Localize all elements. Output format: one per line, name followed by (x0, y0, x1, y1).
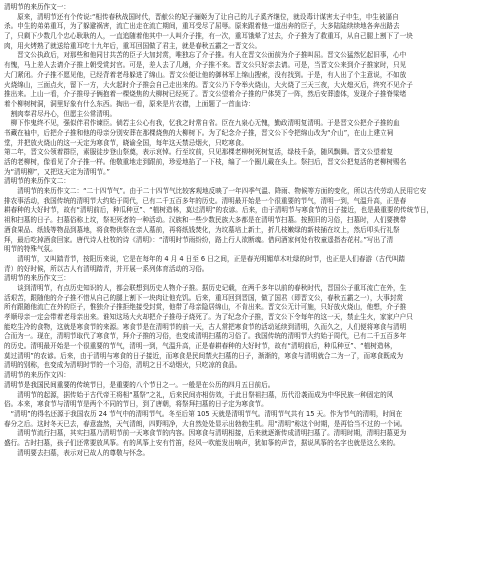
text-line: 青）的好时候，所以古人有清明踏青，并开展一系列体育活动的习俗。 (4, 264, 209, 273)
text-line: 清明节的来历作文四： (4, 371, 70, 380)
text-line: 肉，用火烤熟了就送给重耳吃十九年后，重耳回国做了君主，就是春秋五霸之一晋文公。 (4, 41, 262, 50)
text-line: 活艰苦，跟随他的介子推不惜从自己的腿上割下一块肉让他充饥。后来，重耳回到晋国，做了国君（即晋文公，春秋五霸之一），大事封赏 (4, 293, 403, 302)
text-line: 能吃生冷的食物，这就是寒食节的来源。寒食节是在清明节的前一天，古人常把寒食节的活动延续到清明，久而久之，人们便将寒食与清明 (4, 322, 407, 331)
text-line: 火烧绵山，三面点火，留下一方，大火起时介子推会自己走出来的。晋文公乃下令举火烧山，大火烧了三天三夜，大火熄灭后，终究不见介子 (4, 80, 413, 89)
text-line: 原来，清明节还有个传说:“相传春秋战国时代，晋献公的妃子骊姬为了让自己的儿子奚齐继位，就设毒计谋害太子申生，申生被逼自 (4, 12, 399, 21)
text-line: 柳下作鬼终不见，强似伴君作谏臣。倘若主公心有我，忆我之时常自省。臣在九泉心无愧，勤政清明复清明。于是晋文公把介子推的血 (4, 119, 400, 128)
text-line: 清明节的来历作文二：“二十四节气”。由于二十四节气比较客观地反映了一年四季气温、降雨、物候等方面的变化，所以古代劳动人民用它安 (4, 187, 427, 196)
text-line: 晋文公执政后，对那些和他同甘共苦的臣子大加封赏，唯独忘了介子推。有人在晋文公面前为介子推叫屈。晋文公猛然忆起旧事，心中 (4, 51, 407, 60)
text-line: 所有跟随他流亡在外的臣子，惟独介子推拒绝接受封赏，他带了母亲隐居绵山，不肯出来。晋文公无计可施，只好放火烧山，他想，介子推 (4, 303, 407, 312)
text-line: 清明节流行扫墓，其实扫墓乃清明节前一天寒食节的内容。因寒食与清明相接，后来就逐渐传成清明扫墓了。清明时期，清明扫墓更为 (4, 429, 407, 438)
text-line: 了，只剩下少数几个忠心耿耿的人，一直追随着他其中一人叫介子推，有一次，重耳饿晕了过去，介子推为了救重耳，从自己腿上割下了一块 (4, 32, 413, 41)
text-line: 盛行。古时扫墓，孩子们还常要放风筝。有的风筝上安有竹笛，经风一吹能发出响声，犹如筝的声音，据说风筝的名字也就是这么来的。 (4, 438, 400, 447)
text-line: 清明要去扫墓，表示对已故人的尊敬与怀念。 (4, 448, 150, 457)
section-heading: 清明节的来历作文二： (4, 177, 70, 186)
section-heading: 清明节的来历作文一： (4, 3, 70, 11)
section-heading: 清明节的来历作文三： (4, 274, 70, 283)
text-line: 合而为一。现在，清明节取代了寒食节，拜介子推的习俗，也变成清明扫墓的习俗了。我国传统的清明节大约始于周代，已有二千五百多年 (4, 332, 407, 341)
text-line: 为“清明柳”，又把这天定为清明节。” (4, 167, 110, 176)
text-line: 耕春种的大好时节，故有“清明前后，种瓜种豆”、“植树造林，莫过清明”的农谚。后来，由于清明节与寒食节的日子接近，也是最重要的传统节日， (4, 206, 434, 215)
text-line: 的历史。清明最开始是一个很重要的节气，清明一到，气温升高，正是春耕春种的大好时节，故有“清明前后，种瓜种豆”、“植树造林， (4, 342, 397, 351)
text-line: 杀。申生的弟弟重耳，为了躲避祸害，流亡出走在流亡期间，重耳受尽了屈辱。原来跟着他一道出奔的臣子，大多陆陆续续地各奔出路去 (4, 22, 400, 31)
text-line: 祖和扫墓的日子。扫墓俗称上坟，祭祀死者的一种活动。汉族和一些少数民族大多都是在清明节扫墓。按照旧的习俗，扫墓时，人们要携带 (4, 216, 407, 225)
text-line: 堂，并把放火烧山的这一天定为寒食节，晓谕全国，每年这天禁忌烟火，只吃寒食。 (4, 138, 248, 147)
text-line: “清明”的得名还源于我国农历 24 节气中的清明节气。冬至后第 105 天就是清明节气。清明节气共有 15 天。作为节气的清明，时间在 (4, 409, 403, 418)
text-line: 清明节的起源，据传始于古代帝王将相“墓祭”之礼，后来民间亦相仿效，于此日祭祖扫墓，历代沿袭而成为中华民族一种固定的风 (4, 390, 394, 399)
text-line: 活的老柳树，像看见了介子推一样。他敬重地走到跟前，珍爱地掐了一下枝，编了一个圈儿戴在头上。祭扫后，晋文公把复活的老柳树赐名 (4, 158, 407, 166)
text-line: 孝顺母亲一定会带着老母亲出来。谁知这场大火却把介子推母子烧死了。为了纪念介子推，晋文公下令每年的这一天，禁止生火，家家户户只 (4, 313, 413, 321)
text-line: 俗。本来，寒食节与清明节是两个不同的节日，到了唐朝，将祭拜扫墓的日子定为寒食节。 (4, 400, 268, 409)
text-line: 着个柳树树洞，洞里好象有什么东西。掏出一看，原来是片衣襟，上面题了一首血诗： (4, 99, 255, 108)
section-heading: 清明节是我国民间重要的传统节日，是重要的八个节日之一。一般是在公历的四月五日前后。 (4, 380, 275, 389)
text-line: 第二年，晋文公领着群臣，素服徒步登山祭奠，表示哀悼。行至坟前，只见那棵老柳树死树复活，绿枝千条，随风飘舞。晋文公望着复 (4, 148, 394, 157)
text-line: 割肉奉君尽丹心，但愿主公常清明。 (4, 109, 117, 118)
text-line: 书藏在袖中，后把介子推和他的母亲分别安葬在那棵烧焦的大柳树下。为了纪念介子推，晋文公下令把绵山改为“介山”，在山上建立祠 (4, 128, 394, 137)
text-line: 谈到清明节，有点历史知识的人，都会联想到历史人物介子推。据历史记载，在两千多年以前的春秋时代，晋国公子重耳流亡在外，生 (4, 283, 407, 292)
text-line: 推出来。上山一看，介子推母子俩抱着一棵烧焦的大柳树已经死了。晋文公望着介子推的尸体哭了一阵，然后安葬遗体，发现介子推脊梁堵 (4, 90, 407, 99)
text-line: 明节的特殊气氛。 (4, 245, 57, 254)
text-line: 有愧，马上差人去请介子推上朝受赏封官。可是，差人去了几趟，介子推不来。晋文公只好亲去请。可是，当晋文公来到介子推家时，只见 (4, 61, 407, 70)
text-line: 莫过清明”的农谚。后来，由于清明与寒食的日子接近，而寒食是民间禁火扫墓的日子，渐渐的，寒食与清明就合二为一了，而寒食既成为 (4, 351, 404, 360)
text-line: 清明的别称，也变成为清明时节的一个习俗，清明之日不动烟火，只吃凉的食品。 (4, 361, 242, 370)
text-line: 大门紧闭。介子推不愿见他，已经背着老母躲进了绵山。晋文公便让他的御林军上绵山搜索，没有找到。于是，有人出了个主意说，不如放 (4, 70, 407, 79)
text-line: 酒食果品、纸钱等物品到墓地，将食物供祭在亲人墓前，再将纸钱焚化，为坟墓培上新土，折几枝嫩绿的新枝插在坟上，然后叩头行礼祭 (4, 225, 400, 234)
text-line: 清明节，又叫踏青节，按阳历来说，它是在每年的 4 月 4 日至 6 日之间，正是春光明媚草木吐绿的时节，也正是人们春游（古代叫踏 (4, 254, 406, 263)
text-line: 春分之后。这时冬天已去，春意盎然，天气清朗，四野明净，大自然处处显示出勃勃生机。用“清明”称这个时期，是再恰当不过的一个词。 (4, 419, 407, 428)
text-line: 拜，最后吃掉酒食回家。唐代诗人杜牧的诗《清明》：“清明时节雨纷纷，路上行人欲断魂。借问酒家何处有牧童遥指杏花村。”写出了清 (4, 235, 394, 244)
text-line: 排农事活动，我国传统的清明节大约始于周代，已有二千五百多年的历史。清明最开始是一个很重要的节气，清明一到，气温升高，正是春 (4, 196, 407, 205)
